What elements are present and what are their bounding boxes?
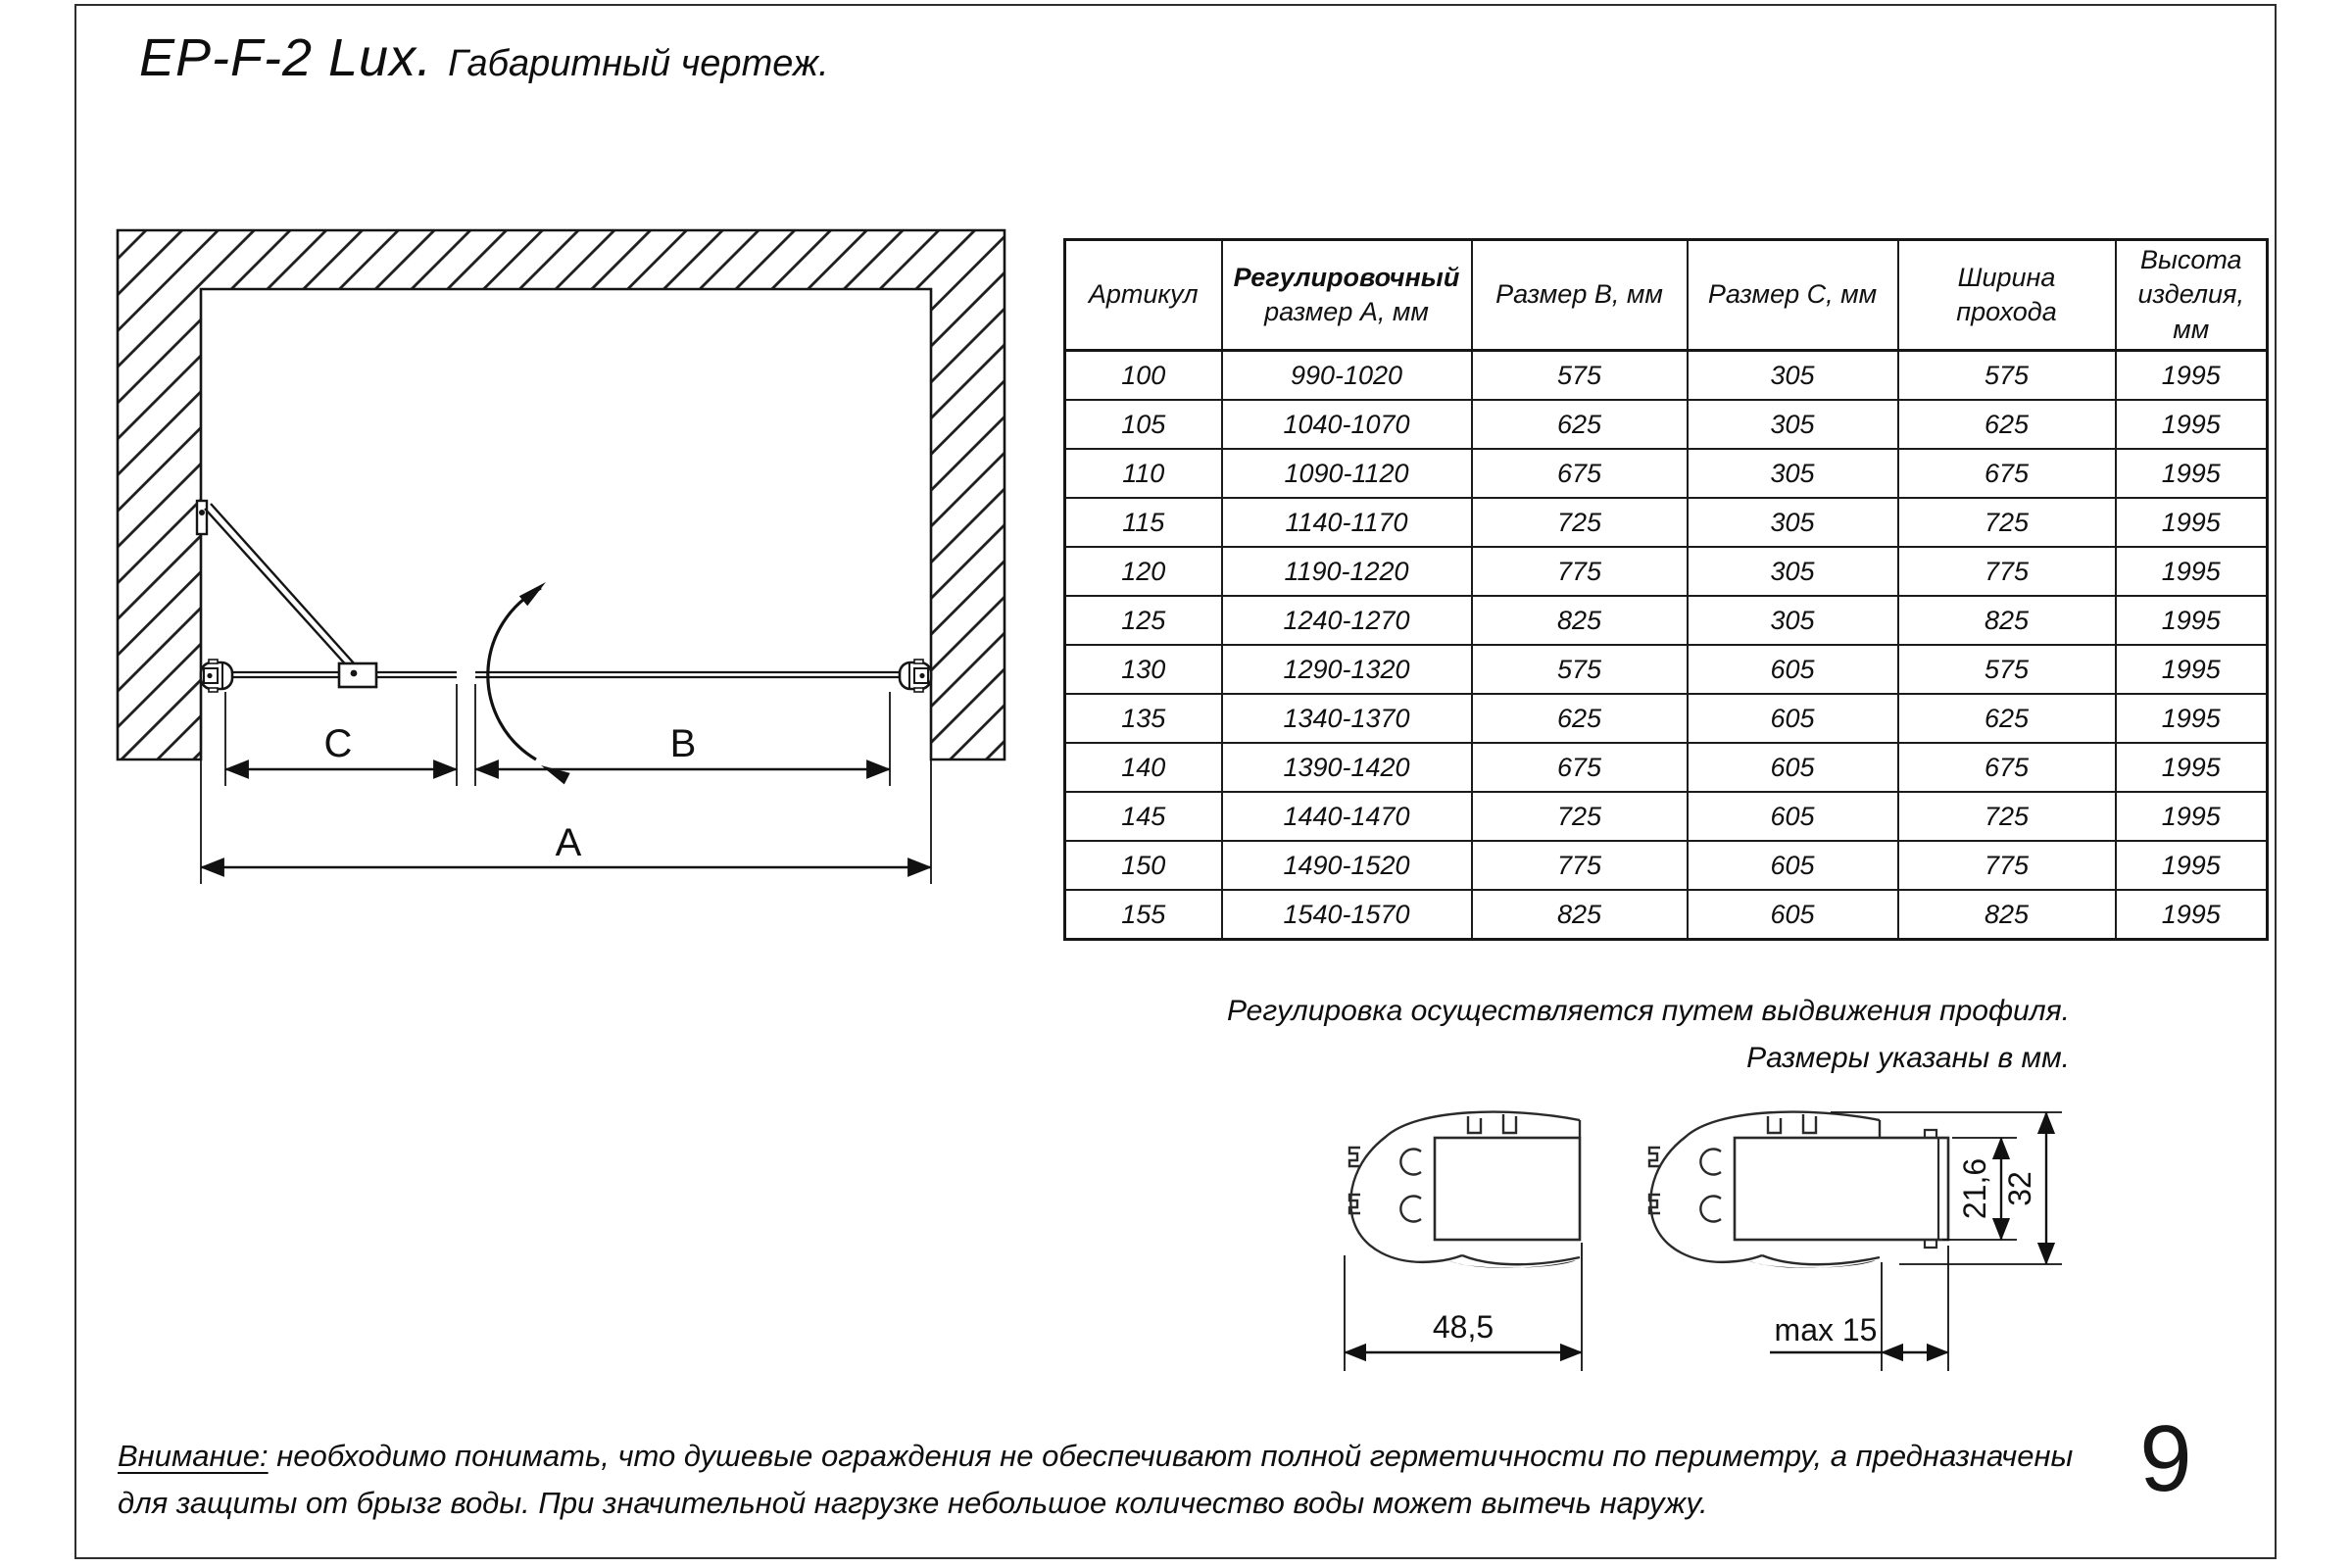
cell: 1995 [2116, 841, 2268, 890]
table-row [1065, 400, 2268, 449]
cell: 1995 [2116, 400, 2268, 449]
cell: 725 [1472, 792, 1688, 841]
wall-hatched [118, 230, 1004, 760]
profile-cross-sections [1331, 1081, 2095, 1395]
warning-label: Внимание: [118, 1439, 269, 1473]
table-row [1065, 743, 2268, 792]
dim-label-a: A [555, 821, 582, 864]
cell: 1090-1120 [1222, 449, 1472, 498]
cell: 825 [1472, 890, 1688, 940]
cell: 990-1020 [1222, 351, 1472, 401]
table-row [1065, 547, 2268, 596]
cell: 605 [1688, 645, 1898, 694]
table-row [1065, 841, 2268, 890]
cell: 775 [1898, 547, 2116, 596]
cell: 1340-1370 [1222, 694, 1472, 743]
warning-note [118, 1433, 2073, 1527]
cell: 305 [1688, 351, 1898, 401]
cell: 625 [1898, 400, 2116, 449]
cell: 120 [1065, 547, 1222, 596]
cell: 625 [1472, 400, 1688, 449]
cell: 135 [1065, 694, 1222, 743]
page-title [139, 27, 829, 88]
cell: 1040-1070 [1222, 400, 1472, 449]
table-row [1065, 596, 2268, 645]
cell: 825 [1898, 596, 2116, 645]
table-row [1065, 449, 2268, 498]
cell: 605 [1688, 694, 1898, 743]
dimension-table [1063, 238, 2269, 941]
cell: 150 [1065, 841, 1222, 890]
table-row [1065, 694, 2268, 743]
glass-panels [232, 672, 900, 677]
cell: 575 [1472, 645, 1688, 694]
col-header-passage: Ширина прохода [1898, 240, 2116, 351]
profile-section-extended [1649, 1112, 1948, 1268]
cell: 605 [1688, 792, 1898, 841]
dim-32-label: 32 [2002, 1171, 2037, 1206]
model-name: EP-F-2 Lux. [139, 28, 433, 87]
cell: 140 [1065, 743, 1222, 792]
cell: 625 [1472, 694, 1688, 743]
warning-line-2: для защиты от брызг воды. При значительной нагрузке небольшое количество воды может вытечь наружу. [118, 1486, 1708, 1521]
cell: 1995 [2116, 743, 2268, 792]
cell: 605 [1688, 841, 1898, 890]
cell: 1995 [2116, 694, 2268, 743]
cell: 675 [1898, 449, 2116, 498]
cell: 1995 [2116, 792, 2268, 841]
cell: 725 [1472, 498, 1688, 547]
col-header-article: Артикул [1065, 240, 1222, 351]
dim-max-15-label: max 15 [1774, 1312, 1878, 1348]
col-header-size-c: Размер C, мм [1688, 240, 1898, 351]
cell: 1390-1420 [1222, 743, 1472, 792]
cell: 1995 [2116, 498, 2268, 547]
support-bar [197, 501, 356, 670]
right-wall-profile [900, 660, 931, 692]
cell: 825 [1898, 890, 2116, 940]
door-swing-arc [488, 577, 570, 784]
col-header-size-b: Размер B, мм [1472, 240, 1688, 351]
cell: 1440-1470 [1222, 792, 1472, 841]
page-number: 9 [2139, 1406, 2192, 1511]
plan-view-drawing [113, 223, 1014, 900]
table-row [1065, 351, 2268, 401]
dim-label-b: B [669, 722, 697, 765]
cell: 305 [1688, 449, 1898, 498]
note-line-2: Размеры указаны в мм. [1746, 1042, 2070, 1074]
cell: 1190-1220 [1222, 547, 1472, 596]
title-subtitle: Габаритный чертеж. [448, 43, 829, 84]
cell: 305 [1688, 596, 1898, 645]
cell: 125 [1065, 596, 1222, 645]
cell: 155 [1065, 890, 1222, 940]
cell: 675 [1472, 743, 1688, 792]
cell: 575 [1472, 351, 1688, 401]
table-row [1065, 645, 2268, 694]
cell: 305 [1688, 400, 1898, 449]
adjustment-notes [1078, 988, 2070, 1082]
cell: 1140-1170 [1222, 498, 1472, 547]
cell: 1995 [2116, 890, 2268, 940]
cell: 775 [1472, 547, 1688, 596]
cell: 1995 [2116, 351, 2268, 401]
col-header-height: Высота изделия, мм [2116, 240, 2268, 351]
warning-line-1: Внимание: необходимо понимать, что душевые ограждения не обеспечивают полной герметичности по периметру, а предназначены [118, 1439, 2074, 1473]
left-wall-profile [201, 660, 232, 692]
cell: 605 [1688, 743, 1898, 792]
cell: 145 [1065, 792, 1222, 841]
cell: 1995 [2116, 596, 2268, 645]
cell: 115 [1065, 498, 1222, 547]
cell: 1995 [2116, 547, 2268, 596]
cell: 775 [1472, 841, 1688, 890]
cell: 625 [1898, 694, 2116, 743]
cell: 1290-1320 [1222, 645, 1472, 694]
bar-connector-block [339, 663, 376, 687]
cell: 725 [1898, 792, 2116, 841]
cell: 1995 [2116, 449, 2268, 498]
cell: 575 [1898, 351, 2116, 401]
dim-48-5-label: 48,5 [1432, 1309, 1494, 1345]
note-line-1: Регулировка осуществляется путем выдвижения профиля. [1226, 995, 2070, 1027]
profile-section-closed [1349, 1112, 1580, 1268]
cell: 1490-1520 [1222, 841, 1472, 890]
cell: 1240-1270 [1222, 596, 1472, 645]
cell: 305 [1688, 498, 1898, 547]
cell: 100 [1065, 351, 1222, 401]
table-row [1065, 498, 2268, 547]
cell: 605 [1688, 890, 1898, 940]
cell: 105 [1065, 400, 1222, 449]
cell: 1540-1570 [1222, 890, 1472, 940]
table-row [1065, 792, 2268, 841]
cell: 675 [1472, 449, 1688, 498]
cell: 575 [1898, 645, 2116, 694]
dim-21-6-label: 21,6 [1957, 1157, 1992, 1220]
cell: 775 [1898, 841, 2116, 890]
cell: 110 [1065, 449, 1222, 498]
cell: 725 [1898, 498, 2116, 547]
cell: 130 [1065, 645, 1222, 694]
dim-label-c: C [323, 722, 353, 765]
cell: 825 [1472, 596, 1688, 645]
cell: 675 [1898, 743, 2116, 792]
col-header-size-a: Регулировочный размер A, мм [1222, 240, 1472, 351]
cell: 305 [1688, 547, 1898, 596]
table-row [1065, 890, 2268, 940]
cell: 1995 [2116, 645, 2268, 694]
table-header-row [1065, 240, 2268, 351]
